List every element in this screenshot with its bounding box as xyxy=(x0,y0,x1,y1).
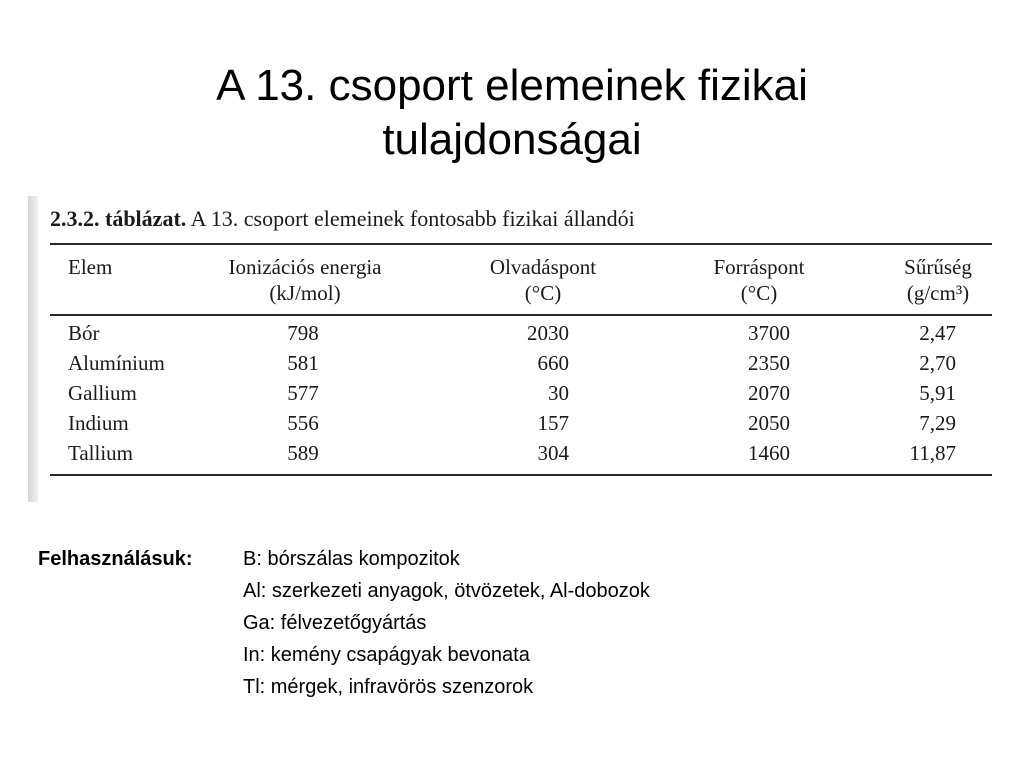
table-header-rule xyxy=(50,314,992,316)
table-cell-melting: 304 xyxy=(537,441,569,465)
table-cell-ionization: 577 xyxy=(287,381,319,405)
table-cell-melting: 660 xyxy=(537,351,569,375)
table-cell-element: Indium xyxy=(68,411,129,435)
table-caption-text: A 13. csoport elemeinek fontosabb fizikai állandói xyxy=(190,206,635,231)
table-cell-melting: 157 xyxy=(537,411,569,435)
uses-item-gallium: Ga: félvezetőgyártás xyxy=(243,612,427,634)
uses-item-aluminium: Al: szerkezeti anyagok, ötvözetek, Al-dobozok xyxy=(243,580,650,602)
table-cell-element: Alumínium xyxy=(68,351,165,375)
header-density: Sűrűség (g/cm³) xyxy=(904,255,972,305)
table-cell-boiling: 2070 xyxy=(748,381,790,405)
uses-item-boron: B: bórszálas kompozitok xyxy=(243,548,460,570)
slide-title-line-2: tulajdonságai xyxy=(382,115,642,165)
table-cell-boiling: 1460 xyxy=(748,441,790,465)
table-cell-melting: 2030 xyxy=(527,321,569,345)
slide-title xyxy=(0,59,1024,167)
table-cell-density: 7,29 xyxy=(919,411,956,435)
table-cell-ionization: 556 xyxy=(287,411,319,435)
header-element: Elem xyxy=(68,255,113,279)
table-cell-ionization: 581 xyxy=(287,351,319,375)
uses-item-indium: In: kemény csapágyak bevonata xyxy=(243,644,530,666)
table-top-rule xyxy=(50,243,992,245)
header-boiling-point: Forráspont (°C) xyxy=(713,255,805,305)
scanned-table-image xyxy=(28,196,996,502)
table-caption-label: 2.3.2. táblázat. xyxy=(50,206,187,231)
table-cell-density: 2,70 xyxy=(919,351,956,375)
header-melting-point: Olvadáspont (°C) xyxy=(489,255,597,305)
table-bottom-rule xyxy=(50,474,992,476)
table-caption xyxy=(50,206,635,232)
table-cell-element: Tallium xyxy=(68,441,134,465)
table-cell-boiling: 2050 xyxy=(748,411,790,435)
table-cell-density: 2,47 xyxy=(919,321,956,345)
slide-title-line-1: A 13. csoport elemeinek fizikai xyxy=(216,61,808,111)
table-cell-melting: 30 xyxy=(548,381,569,405)
table-cell-ionization: 589 xyxy=(287,441,319,465)
scan-page-edge xyxy=(28,196,38,502)
table-cell-element: Gallium xyxy=(68,381,137,405)
table-cell-density: 11,87 xyxy=(909,441,956,465)
header-ionization-energy: Ionizációs energia (kJ/mol) xyxy=(228,255,382,305)
uses-label-separator: : xyxy=(185,548,193,570)
table-cell-ionization: 798 xyxy=(287,321,319,345)
table-cell-element: Bór xyxy=(68,321,100,345)
table-cell-boiling: 2350 xyxy=(748,351,790,375)
uses-item-thallium: Tl: mérgek, infravörös szenzorok xyxy=(243,676,534,698)
uses-label: Felhasználásuk: xyxy=(38,548,193,570)
uses-list xyxy=(243,543,650,703)
table-cell-boiling: 3700 xyxy=(748,321,790,345)
table-cell-density: 5,91 xyxy=(919,381,956,405)
